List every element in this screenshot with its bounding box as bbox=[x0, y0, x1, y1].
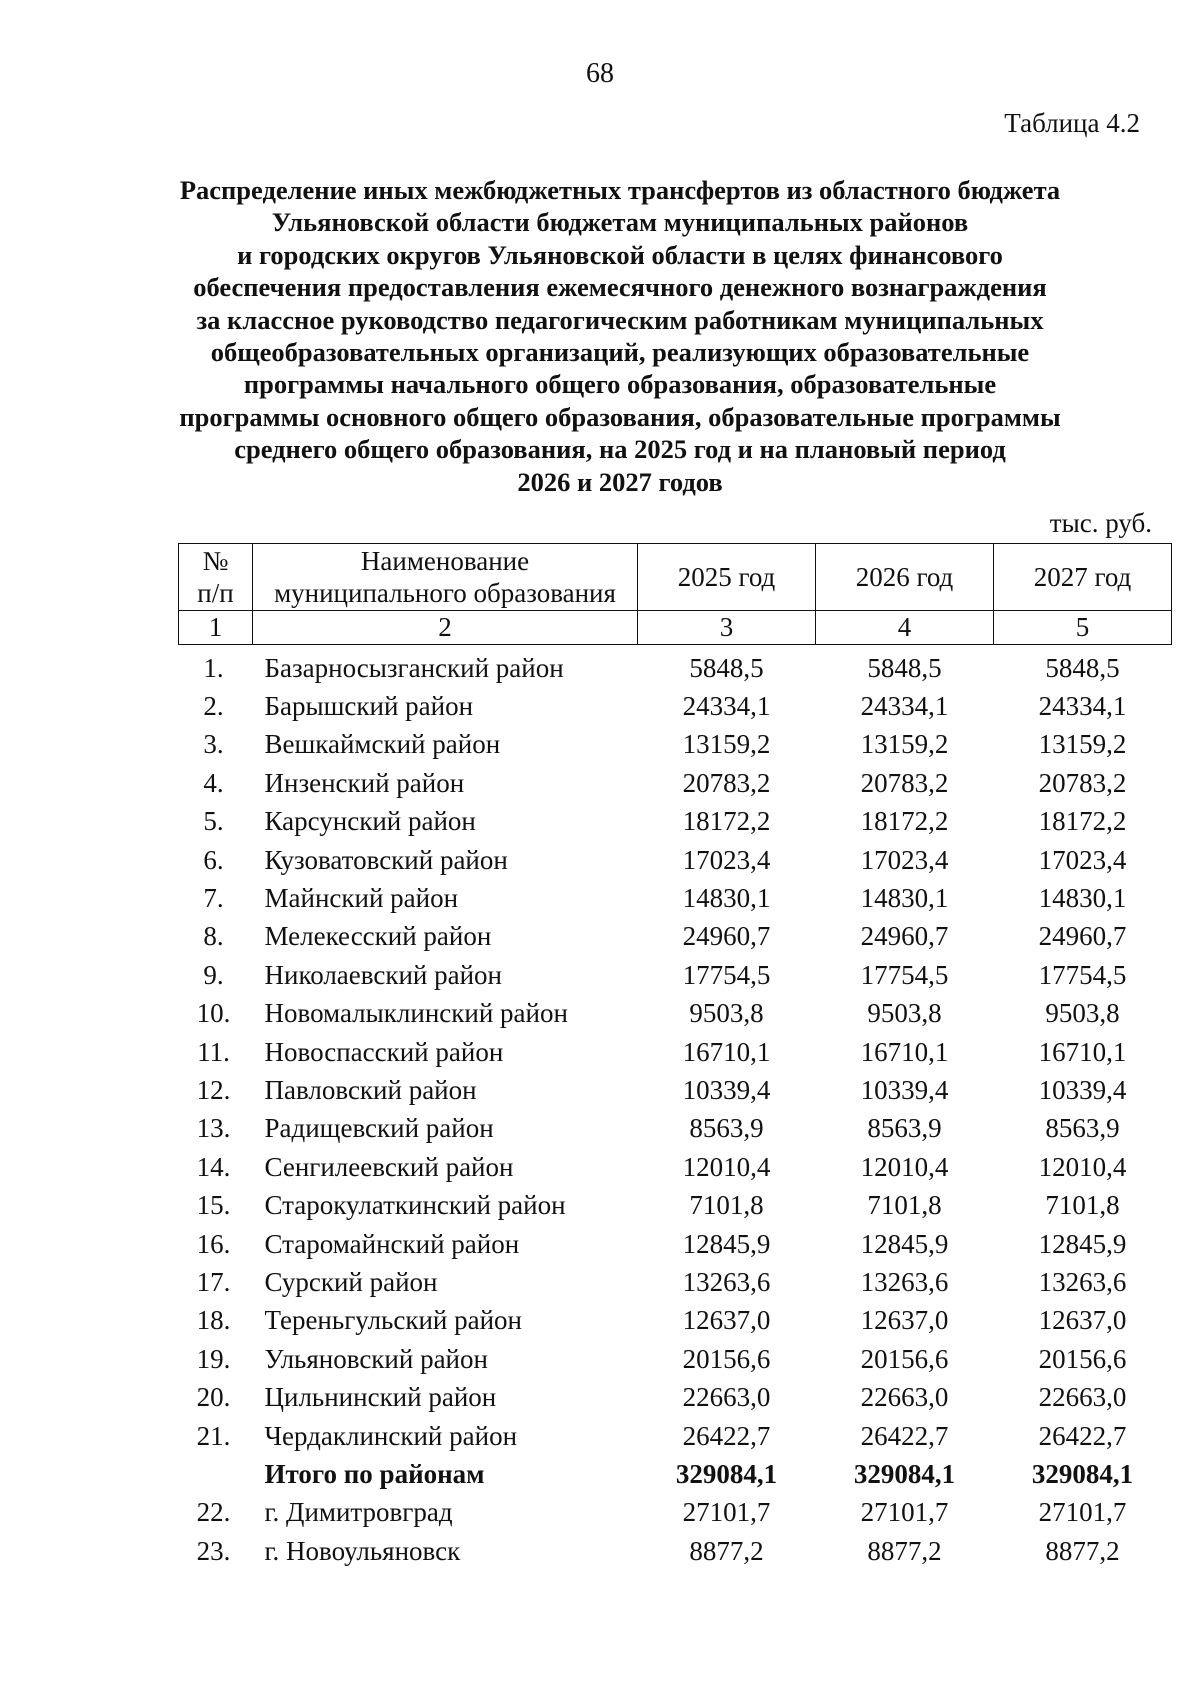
value-2025: 7101,8 bbox=[689, 1190, 764, 1221]
row-number: 7. bbox=[203, 883, 224, 914]
value-2025: 10339,4 bbox=[682, 1074, 771, 1105]
value-2025: 12010,4 bbox=[682, 1151, 771, 1182]
municipality-name: Барышский район bbox=[264, 691, 474, 722]
document-title bbox=[170, 174, 1070, 498]
table-row bbox=[179, 1263, 1172, 1301]
header-num-line2: п/п bbox=[197, 578, 234, 608]
column-index: 1 bbox=[179, 611, 253, 645]
table-row bbox=[179, 1186, 1172, 1224]
municipality-name: Мелекесский район bbox=[264, 921, 492, 952]
value-2027: 13159,2 bbox=[1038, 729, 1127, 760]
header-2027: 2027 год bbox=[994, 544, 1172, 611]
value-2027: 17023,4 bbox=[1038, 844, 1127, 875]
table-row bbox=[179, 1494, 1172, 1532]
transfers-table bbox=[178, 543, 1172, 1570]
municipality-name: Новомалыклинский район bbox=[264, 998, 568, 1029]
value-2025: 13263,6 bbox=[682, 1266, 771, 1297]
table-row bbox=[179, 764, 1172, 802]
column-index: 5 bbox=[994, 611, 1172, 645]
value-2026: 8877,2 bbox=[867, 1535, 942, 1566]
value-2025: 9503,8 bbox=[689, 998, 764, 1029]
title-line: и городских округов Ульяновской области в целях финансового bbox=[237, 239, 1003, 270]
value-2027: 26422,7 bbox=[1038, 1420, 1127, 1451]
value-2025: 20783,2 bbox=[682, 767, 771, 798]
value-2025: 14830,1 bbox=[682, 883, 771, 914]
value-2027: 8563,9 bbox=[1045, 1113, 1120, 1144]
municipality-name: Инзенский район bbox=[264, 767, 465, 798]
value-2025: 8563,9 bbox=[689, 1113, 764, 1144]
table-row bbox=[179, 1033, 1172, 1071]
row-number: 13. bbox=[196, 1113, 231, 1144]
units-label: тыс. руб. bbox=[1049, 508, 1152, 538]
table-row bbox=[179, 803, 1172, 841]
title-line: 2026 и 2027 годов bbox=[517, 466, 723, 497]
table-row bbox=[179, 1378, 1172, 1416]
header-row bbox=[179, 544, 1172, 611]
value-2025: 8877,2 bbox=[689, 1535, 764, 1566]
column-index: 3 bbox=[638, 611, 816, 645]
value-2026: 12637,0 bbox=[860, 1305, 949, 1336]
row-number: 17. bbox=[196, 1266, 231, 1297]
value-2027: 18172,2 bbox=[1038, 806, 1127, 837]
table-row bbox=[179, 1071, 1172, 1109]
row-number: 6. bbox=[203, 844, 224, 875]
table-row bbox=[179, 1340, 1172, 1378]
value-2025: 26422,7 bbox=[682, 1420, 771, 1451]
table-row bbox=[179, 687, 1172, 725]
value-2026: 5848,5 bbox=[867, 652, 942, 683]
table-container bbox=[178, 543, 1172, 1570]
municipality-name: Радищевский район bbox=[264, 1113, 494, 1144]
value-2025: 13159,2 bbox=[682, 729, 771, 760]
value-2026: 20156,6 bbox=[860, 1343, 949, 1374]
municipality-name: Базарносызганский район bbox=[264, 652, 564, 683]
header-2026: 2026 год bbox=[816, 544, 994, 611]
row-number: 23. bbox=[196, 1535, 231, 1566]
value-2025: 20156,6 bbox=[682, 1343, 771, 1374]
title-line: Распределение иных межбюджетных трансфертов из областного бюджета bbox=[179, 175, 1061, 205]
value-2026: 13263,6 bbox=[860, 1266, 949, 1297]
row-number: 12. bbox=[196, 1074, 231, 1105]
value-2027: 22663,0 bbox=[1038, 1382, 1127, 1413]
value-2027: 12010,4 bbox=[1038, 1151, 1127, 1182]
municipality-name: г. Димитровград bbox=[264, 1497, 453, 1528]
table-row bbox=[179, 726, 1172, 764]
title-line: общеобразовательных организаций, реализующих образовательные bbox=[210, 337, 1030, 368]
value-2025: 17754,5 bbox=[682, 959, 771, 990]
value-2026: 14830,1 bbox=[860, 883, 949, 914]
municipality-name: Итого по районам bbox=[264, 1458, 485, 1489]
municipality-name: Новоспасский район bbox=[264, 1036, 504, 1067]
row-number: 20. bbox=[196, 1382, 231, 1413]
value-2026: 7101,8 bbox=[867, 1190, 942, 1221]
table-row bbox=[179, 1225, 1172, 1263]
row-number: 9. bbox=[203, 959, 224, 990]
value-2025: 17023,4 bbox=[682, 844, 771, 875]
page-number: 68 bbox=[586, 58, 614, 89]
municipality-name: Кузоватовский район bbox=[264, 844, 508, 875]
row-number: 3. bbox=[203, 729, 224, 760]
value-2026: 24334,1 bbox=[860, 691, 949, 722]
total-row bbox=[179, 1455, 1172, 1493]
row-number: 19. bbox=[196, 1343, 231, 1374]
value-2026: 26422,7 bbox=[860, 1420, 949, 1451]
value-2027: 20783,2 bbox=[1038, 767, 1127, 798]
column-index: 2 bbox=[253, 611, 638, 645]
value-2026: 329084,1 bbox=[853, 1458, 956, 1489]
municipality-name: Старомайнский район bbox=[264, 1228, 520, 1259]
table-row bbox=[179, 841, 1172, 879]
row-number: 14. bbox=[196, 1151, 231, 1182]
header-name-line1: Наименование bbox=[360, 546, 530, 576]
value-2027: 20156,6 bbox=[1038, 1343, 1127, 1374]
table-row bbox=[179, 1148, 1172, 1186]
value-2025: 12637,0 bbox=[682, 1305, 771, 1336]
municipality-name: Сенгилеевский район bbox=[264, 1151, 514, 1182]
row-number: 5. bbox=[203, 806, 224, 837]
table-row bbox=[179, 1302, 1172, 1340]
value-2027: 24960,7 bbox=[1038, 921, 1127, 952]
value-2026: 20783,2 bbox=[860, 767, 949, 798]
municipality-name: Павловский район bbox=[264, 1074, 477, 1105]
column-index-row bbox=[179, 611, 1172, 645]
table-header bbox=[179, 544, 1172, 645]
municipality-name: Майнский район bbox=[264, 883, 459, 914]
title-line: обеспечения предоставления ежемесячного денежного вознаграждения bbox=[193, 272, 1047, 303]
value-2027: 27101,7 bbox=[1038, 1497, 1127, 1528]
value-2027: 24334,1 bbox=[1038, 691, 1127, 722]
title-line: программы основного общего образования, образовательные программы bbox=[179, 401, 1061, 432]
value-2025: 24960,7 bbox=[682, 921, 771, 952]
table-row bbox=[179, 1110, 1172, 1148]
row-number: 22. bbox=[196, 1497, 231, 1528]
table-row bbox=[179, 918, 1172, 956]
municipality-name: Сурский район bbox=[264, 1266, 438, 1297]
value-2027: 13263,6 bbox=[1038, 1266, 1127, 1297]
value-2026: 18172,2 bbox=[860, 806, 949, 837]
value-2025: 18172,2 bbox=[682, 806, 771, 837]
municipality-name: Старокулаткинский район bbox=[264, 1190, 566, 1221]
municipality-name: Николаевский район bbox=[264, 959, 503, 990]
value-2026: 17754,5 bbox=[860, 959, 949, 990]
municipality-name: Чердаклинский район bbox=[264, 1420, 518, 1451]
row-number: 21. bbox=[196, 1420, 231, 1451]
table-label: Таблица 4.2 bbox=[1004, 108, 1140, 138]
header-name-line2: муниципального образования bbox=[274, 578, 616, 608]
row-number: 8. bbox=[203, 921, 224, 952]
title-line: среднего общего образования, на 2025 год и на плановый период bbox=[234, 434, 1006, 465]
value-2026: 17023,4 bbox=[860, 844, 949, 875]
row-number: 1. bbox=[203, 652, 224, 683]
value-2027: 12845,9 bbox=[1038, 1228, 1127, 1259]
row-number: 11. bbox=[197, 1036, 230, 1067]
header-name bbox=[253, 544, 638, 611]
value-2026: 24960,7 bbox=[860, 921, 949, 952]
value-2027: 9503,8 bbox=[1045, 998, 1120, 1029]
row-number: 2. bbox=[203, 691, 224, 722]
value-2027: 7101,8 bbox=[1045, 1190, 1120, 1221]
value-2025: 27101,7 bbox=[682, 1497, 771, 1528]
value-2025: 24334,1 bbox=[682, 691, 771, 722]
title-line: Ульяновской области бюджетам муниципальных районов bbox=[271, 207, 969, 238]
row-number: 10. bbox=[196, 998, 231, 1029]
municipality-name: г. Новоульяновск bbox=[264, 1535, 461, 1566]
value-2026: 9503,8 bbox=[867, 998, 942, 1029]
table-body bbox=[179, 645, 1172, 1571]
header-num-line1: № bbox=[202, 546, 229, 576]
municipality-name: Цильнинский район bbox=[264, 1382, 497, 1413]
header-num bbox=[179, 544, 253, 611]
value-2027: 17754,5 bbox=[1038, 959, 1127, 990]
value-2026: 27101,7 bbox=[860, 1497, 949, 1528]
value-2027: 5848,5 bbox=[1045, 652, 1120, 683]
value-2027: 8877,2 bbox=[1045, 1535, 1120, 1566]
table-row bbox=[179, 879, 1172, 917]
table-row bbox=[179, 956, 1172, 994]
row-number bbox=[179, 1455, 253, 1493]
header-2025: 2025 год bbox=[638, 544, 816, 611]
value-2026: 12010,4 bbox=[860, 1151, 949, 1182]
row-number: 16. bbox=[196, 1228, 231, 1259]
value-2025: 12845,9 bbox=[682, 1228, 771, 1259]
value-2027: 14830,1 bbox=[1038, 883, 1127, 914]
table-row bbox=[179, 645, 1172, 688]
table-row bbox=[179, 1417, 1172, 1455]
value-2026: 16710,1 bbox=[860, 1036, 949, 1067]
value-2027: 329084,1 bbox=[1031, 1458, 1134, 1489]
value-2025: 5848,5 bbox=[689, 652, 764, 683]
municipality-name: Карсунский район bbox=[264, 806, 476, 837]
municipality-name: Вешкаймский район bbox=[264, 729, 501, 760]
title-line: программы начального общего образования, образовательные bbox=[243, 369, 997, 400]
value-2027: 10339,4 bbox=[1038, 1074, 1127, 1105]
column-index: 4 bbox=[816, 611, 994, 645]
table-row bbox=[179, 995, 1172, 1033]
value-2026: 10339,4 bbox=[860, 1074, 949, 1105]
value-2025: 16710,1 bbox=[682, 1036, 771, 1067]
value-2026: 8563,9 bbox=[867, 1113, 942, 1144]
municipality-name: Тереньгульский район bbox=[264, 1305, 523, 1336]
value-2026: 12845,9 bbox=[860, 1228, 949, 1259]
value-2025: 329084,1 bbox=[675, 1458, 778, 1489]
value-2026: 22663,0 bbox=[860, 1382, 949, 1413]
value-2027: 16710,1 bbox=[1038, 1036, 1127, 1067]
row-number: 4. bbox=[203, 767, 224, 798]
table-row bbox=[179, 1532, 1172, 1570]
row-number: 15. bbox=[196, 1190, 231, 1221]
municipality-name: Ульяновский район bbox=[264, 1343, 488, 1374]
value-2026: 13159,2 bbox=[860, 729, 949, 760]
title-line: за классное руководство педагогическим работникам муниципальных bbox=[196, 304, 1044, 335]
row-number: 18. bbox=[196, 1305, 231, 1336]
value-2025: 22663,0 bbox=[682, 1382, 771, 1413]
value-2027: 12637,0 bbox=[1038, 1305, 1127, 1336]
